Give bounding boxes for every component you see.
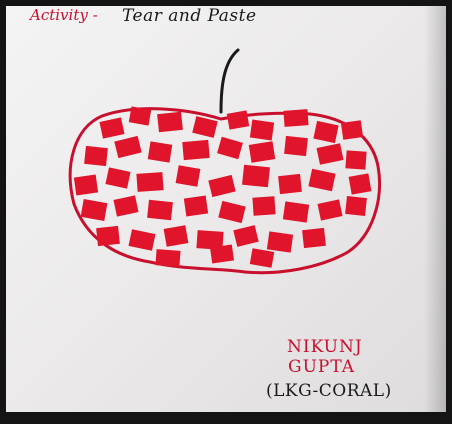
paper-piece xyxy=(249,141,276,163)
paper-piece xyxy=(155,249,180,267)
paper-piece xyxy=(192,116,217,138)
paper-piece xyxy=(81,199,108,221)
paper-piece xyxy=(164,225,189,247)
paper-piece xyxy=(114,136,141,158)
paper-piece xyxy=(208,175,235,197)
paper-piece xyxy=(136,172,163,192)
paper-piece xyxy=(308,169,335,192)
paper-piece xyxy=(283,109,308,127)
activity-title: Tear and Paste xyxy=(122,6,257,26)
paper-piece xyxy=(341,120,363,140)
paper-piece xyxy=(252,196,275,215)
paper-piece xyxy=(316,143,343,165)
paper-piece xyxy=(317,199,342,220)
paper-piece xyxy=(250,120,274,141)
torn-paper-pieces xyxy=(74,106,372,267)
paper-piece xyxy=(210,245,234,264)
paper-piece xyxy=(278,174,302,194)
student-first-name: NIKUNJ xyxy=(287,337,363,357)
paper-piece xyxy=(313,121,338,143)
paper-piece xyxy=(283,201,309,222)
paper-piece xyxy=(148,141,173,162)
paper-piece xyxy=(176,165,201,187)
paper-piece xyxy=(147,200,173,220)
paper-piece xyxy=(128,229,155,251)
apple-stem xyxy=(221,50,238,112)
paper-piece xyxy=(349,173,372,194)
paper-piece xyxy=(345,196,367,216)
paper-piece xyxy=(217,137,243,159)
paper-piece xyxy=(250,248,274,268)
paper-piece xyxy=(84,146,108,166)
student-last-name: GUPTA xyxy=(288,357,356,377)
paper-piece xyxy=(113,195,138,216)
paper-piece xyxy=(242,165,270,188)
paper-piece xyxy=(157,112,183,132)
paper-piece xyxy=(105,167,130,188)
class-label: (LKG-CORAL) xyxy=(266,381,392,401)
paper-piece xyxy=(99,117,124,138)
paper-piece xyxy=(267,231,293,252)
paper-piece xyxy=(74,175,98,196)
paper-piece xyxy=(184,196,208,217)
paper-piece xyxy=(284,136,308,156)
paper-piece xyxy=(182,140,209,160)
paper-piece xyxy=(345,150,366,169)
paper-piece xyxy=(302,228,326,248)
paper-piece xyxy=(227,110,249,129)
paper-piece xyxy=(233,225,258,247)
paper-piece xyxy=(96,226,120,246)
paper-piece xyxy=(129,106,151,125)
activity-label: Activity - xyxy=(30,6,98,24)
paper-piece xyxy=(218,201,245,223)
